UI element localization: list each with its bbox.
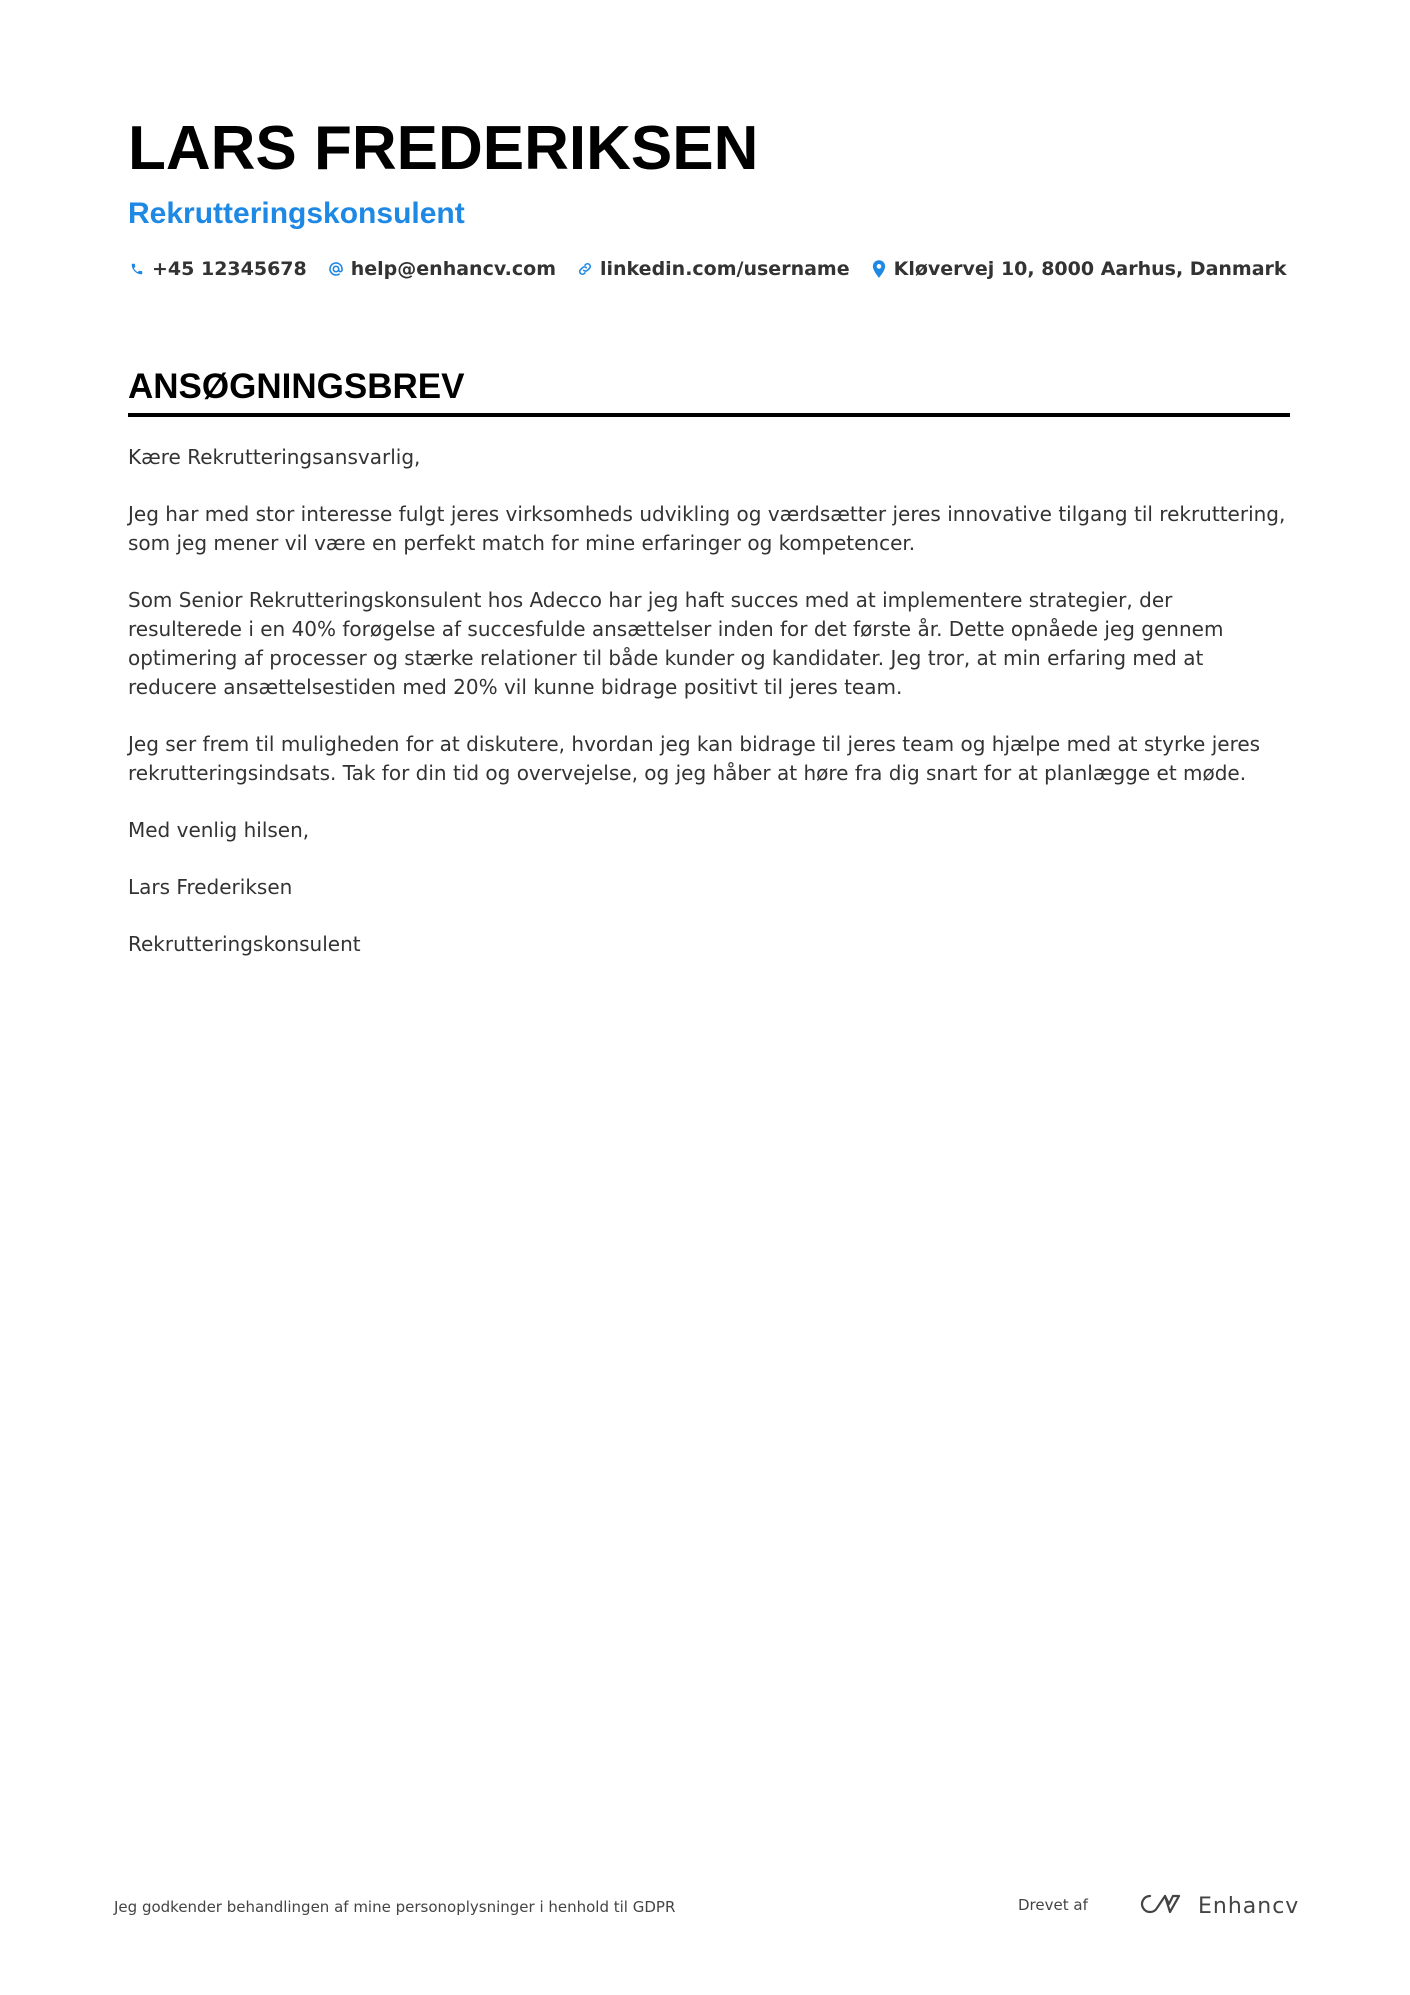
- contact-linkedin: [576, 258, 850, 280]
- letter-paragraph-2: Som Senior Rekrutteringskonsulent hos Adecco har jeg haft succes med at implementere strategier, der resulterede i en 40% forøgelse af succesfulde ansættelser inden for det første år. Dette opnåede jeg gennem optimering af processer og stærke relationer til både kunder og kandidater. Jeg tror, at min erfaring med at reducere ansættelsestiden med 20% vil kunne bidrage positivt til jeres team.: [128, 588, 1224, 699]
- applicant-name: LARS FREDERIKSEN: [128, 114, 759, 183]
- contact-address: [870, 258, 1287, 280]
- address: Kløvervej 10, 8000 Aarhus, Danmark: [893, 258, 1287, 280]
- gdpr-consent-text: Jeg godkender behandlingen af mine personoplysninger i henhold til GDPR: [114, 1898, 676, 1916]
- linkedin-url[interactable]: linkedin.com/username: [600, 258, 850, 280]
- brand-logo[interactable]: [1138, 1890, 1299, 1922]
- phone-icon: [128, 259, 146, 279]
- job-title: Rekrutteringskonsulent: [128, 197, 465, 230]
- letter-greeting: Kære Rekrutteringsansvarlig,: [128, 445, 421, 469]
- section-title: ANSØGNINGSBREV: [128, 367, 465, 406]
- signature-name: Lars Frederiksen: [128, 875, 293, 899]
- at-icon: [327, 259, 345, 279]
- contact-phone: [128, 258, 307, 280]
- letter-paragraph-1: Jeg har med stor interesse fulgt jeres virksomheds udvikling og værdsætter jeres innovative tilgang til rekruttering, som jeg mener vil være en perfekt match for mine erfaringer og kompetencer.: [128, 502, 1286, 555]
- footer: [114, 1890, 1300, 1930]
- contact-email: [327, 258, 556, 280]
- section-divider: [128, 413, 1290, 417]
- powered-by-label: Drevet af: [1018, 1896, 1088, 1914]
- letter-body: [128, 443, 1290, 959]
- cover-letter-section: [128, 364, 1290, 987]
- letter-paragraph-3: Jeg ser frem til muligheden for at diskutere, hvordan jeg kan bidrage til jeres team og hjælpe med at styrke jeres rekrutteringsindsats. Tak for din tid og overvejelse, og jeg håber at høre fra dig snart for at planlægge et møde.: [128, 732, 1261, 785]
- enhancv-logo-icon: [1138, 1892, 1184, 1920]
- header: [128, 110, 1288, 280]
- signature-title: Rekrutteringskonsulent: [128, 932, 361, 956]
- location-pin-icon: [870, 259, 888, 279]
- letter-closing: Med venlig hilsen,: [128, 818, 310, 842]
- contact-bar: [128, 258, 1288, 280]
- email-address[interactable]: help@enhancv.com: [350, 258, 556, 280]
- brand-name: Enhancv: [1198, 1893, 1300, 1919]
- phone-number[interactable]: +45 12345678: [152, 258, 307, 280]
- link-icon: [576, 259, 594, 279]
